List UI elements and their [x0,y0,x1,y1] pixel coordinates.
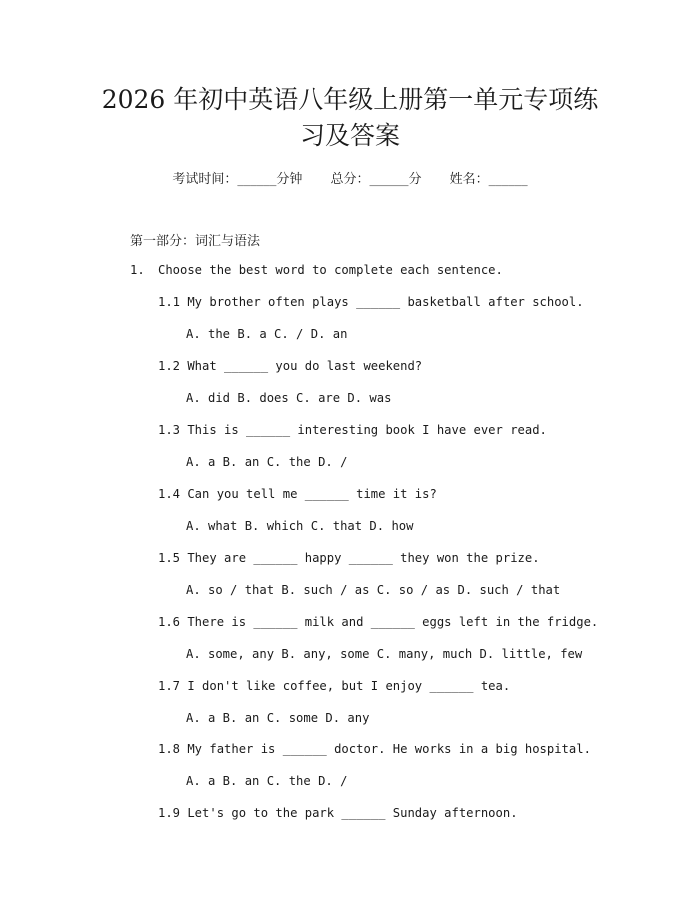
question-item-stem: 1.3 This is ______ interesting book I have ever read. [158,423,547,437]
question-instruction: Choose the best word to complete each sentence. [158,263,503,277]
section-heading: 第一部分：词汇与语法 [130,234,261,249]
page-title-line-1: 2026 年初中英语八年级上册第一单元专项练 [101,85,599,114]
question-item-options: A. the B. a C. / D. an [186,327,348,341]
question-item-stem: 1.4 Can you tell me ______ time it is? [158,487,437,501]
question-item-stem: 1.6 There is ______ milk and ______ eggs left in the fridge. [158,615,599,629]
question-item-stem: 1.9 Let's go to the park ______ Sunday afternoon. [158,806,518,820]
question-item-options: A. so / that B. such / as C. so / as D. such / that [186,583,561,597]
question-item-options: A. some, any B. any, some C. many, much D. little, few [186,647,583,661]
question-item-options: A. a B. an C. the D. / [186,774,348,788]
question-item-stem: 1.7 I don't like coffee, but I enjoy ______ tea. [158,679,511,693]
question-item-options: A. a B. an C. the D. / [186,455,348,469]
question-item-options: A. a B. an C. some D. any [186,711,370,725]
question-number: 1. [130,263,145,277]
question-item-stem: 1.2 What ______ you do last weekend? [158,359,423,373]
exam-info-row [0,168,700,187]
question-item-options: A. what B. which C. that D. how [186,519,414,533]
total-score-label: 总分：______分 [330,172,422,187]
exam-time-label: 考试时间：______分钟 [172,172,303,187]
question-item-stem: 1.5 They are ______ happy ______ they won the prize. [158,551,540,565]
question-item-options: A. did B. does C. are D. was [186,391,392,405]
page-title-line-2: 习及答案 [299,121,400,150]
student-name-label: 姓名：______ [449,172,528,187]
question-item-stem: 1.1 My brother often plays ______ basketball after school. [158,295,584,309]
question-item-stem: 1.8 My father is ______ doctor. He works in a big hospital. [158,742,591,756]
